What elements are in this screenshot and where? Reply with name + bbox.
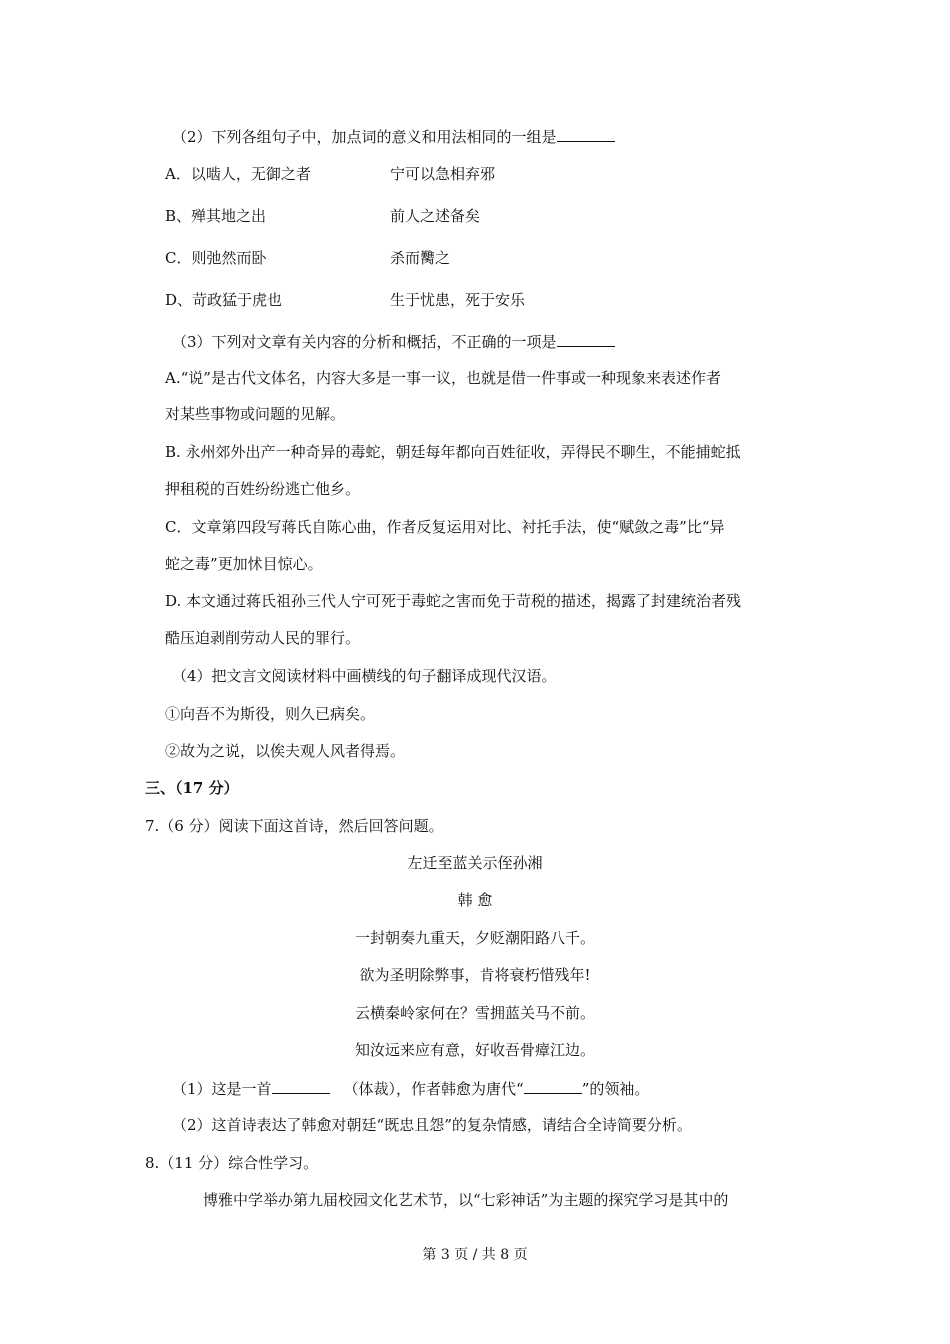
q7-stem: 7.（6 分）阅读下面这首诗，然后回答问题。 [145,817,444,835]
q3-line: C．文章第四段写蒋氏自陈心曲，作者反复运用对比、衬托手法，使“赋敛之毒”比“异 [165,518,725,536]
poem-line: 云横秦岭家何在？雪拥蓝关马不前。 [354,1004,595,1022]
q2-option-c: C．则弛然而卧 杀而臡之 [165,249,451,267]
q3-line: A.“说”是古代文体名，内容大多是一事一议，也就是借一件事或一种现象来表述作者 [165,369,721,387]
q3-line: D. 本文通过蒋氏祖孙三代人宁可死于毒蛇之害而免于苛税的描述，揭露了封建统治者残 [165,592,742,610]
answer-blank [557,126,615,142]
poem-line: 一封朝奏九重天，夕贬潮阳路八千。 [354,929,595,947]
q3-line: 押租税的百姓纷纷逃亡他乡。 [165,480,361,498]
q3-line: 酷压迫剥削劳动人民的罪行。 [165,629,361,647]
q2-stem: （2）下列各组句子中，加点词的意义和用法相同的一组是 [172,126,615,147]
page-footer: 第 3 页 / 共 8 页 [422,1247,528,1263]
answer-blank [557,331,615,347]
poem-author: 韩 愈 [457,891,493,909]
answer-blank [524,1078,582,1094]
q8-stem: 8.（11 分）综合性学习。 [145,1154,319,1172]
q8-text: 博雅中学举办第九届校园文化艺术节，以“七彩神话”为主题的探究学习是其中的 [203,1191,729,1209]
q3-line: 对某些事物或问题的见解。 [165,405,346,423]
poem-line: 欲为圣明除弊事，肯将衰朽惜残年! [359,966,591,984]
section-heading: 三、（17 分） [145,779,239,797]
q3-line: 蛇之毒”更加怵目惊心。 [165,555,323,573]
answer-blank [272,1078,330,1094]
q2-option-b: B、殚其地之出 前人之述备矣 [165,207,481,225]
q2-option-a: A．以啮人，无御之者 宁可以急相弃邪 [165,165,496,183]
q4-stem: （4）把文言文阅读材料中画横线的句子翻译成现代汉语。 [172,667,557,685]
q7-sub1: （1）这是一首 （体裁），作者韩愈为唐代“ ”的领袖。 [172,1080,650,1098]
q2-option-d: D、苛政猛于虎也 生于忧患，死于安乐 [165,291,526,309]
q3-line: B. 永州郊外出产一种奇异的毒蛇，朝廷每年都向百姓征收，弄得民不聊生，不能捕蛇抵 [165,443,741,461]
poem-line: 知汝远来应有意，好收吾骨瘴江边。 [354,1041,595,1059]
q7-sub2: （2）这首诗表达了韩愈对朝廷“既忠且怨”的复杂情感，请结合全诗简要分析。 [172,1116,692,1134]
q4-item: ①向吾不为斯役，则久已病矣。 [165,705,376,723]
q3-stem: （3）下列对文章有关内容的分析和概括，不正确的一项是 [172,331,615,352]
poem-title: 左迁至蓝关示侄孙湘 [407,854,543,872]
q4-item: ②故为之说，以俟夫观人风者得焉。 [165,742,406,760]
